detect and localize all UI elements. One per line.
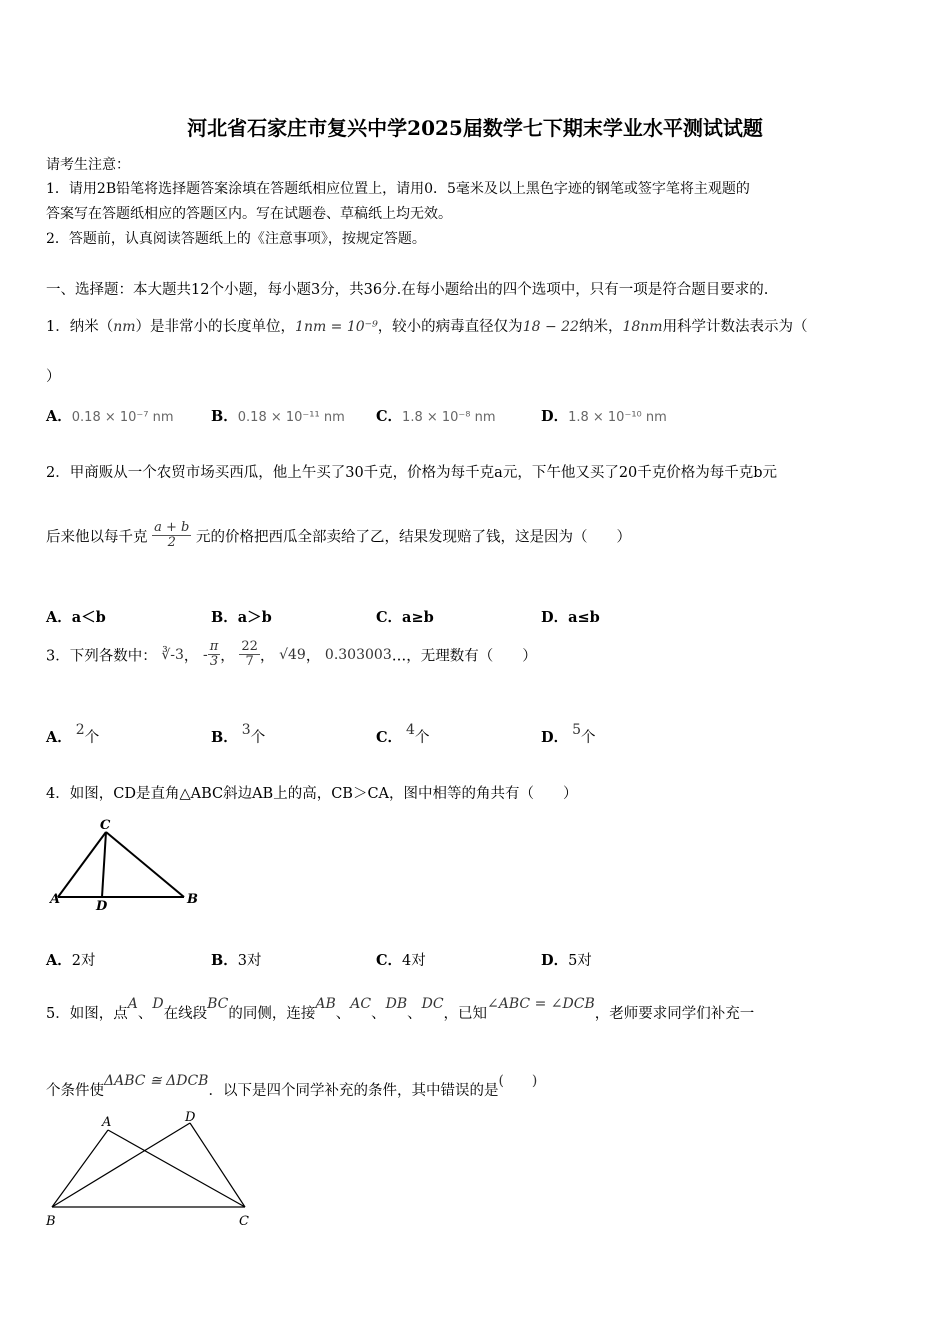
option-label: C． bbox=[376, 609, 403, 626]
option-number: 4 bbox=[406, 722, 415, 738]
page-title: 河北省石家庄市复兴中学2025届数学七下期末学业水平测试试题 bbox=[187, 116, 763, 140]
q2-option-a[interactable] bbox=[46, 606, 106, 627]
q3-decimal: 0.303003 bbox=[324, 646, 392, 663]
question-2-line-1: 2．甲商贩从一个农贸市场买西瓜，他上午买了30千克，价格为每千克a元，下午他又买了20千克价格为每千克b元 bbox=[46, 465, 778, 481]
q4-segment-cd bbox=[102, 832, 106, 897]
option-label: D． bbox=[541, 609, 569, 626]
q5-segment-ac: AC bbox=[350, 996, 372, 1012]
q1-option-c[interactable] bbox=[376, 405, 496, 426]
q5-fig-segment-dc bbox=[190, 1123, 245, 1207]
option-text: 0.18 × 10⁻⁷ nm bbox=[71, 410, 174, 425]
q5-fig-label-c: C bbox=[239, 1214, 249, 1229]
q4-segment-ac bbox=[58, 832, 106, 897]
option-label: D． bbox=[541, 729, 569, 746]
option-number: 5 bbox=[572, 722, 581, 738]
option-number: 2 bbox=[75, 722, 85, 738]
q4-option-c[interactable] bbox=[376, 949, 426, 970]
q3-pi: π bbox=[209, 639, 219, 654]
question-5-line-2 bbox=[46, 1070, 537, 1100]
option-text: a＞b bbox=[237, 609, 272, 626]
option-unit: 个 bbox=[84, 730, 100, 746]
q5-sep-3: 、 bbox=[371, 1006, 386, 1022]
notice-heading: 请考生注意： bbox=[46, 157, 130, 173]
notice-line-2: 答案写在答题纸相应的答题区内。写在试题卷、草稿纸上均无效。 bbox=[46, 206, 452, 222]
option-text: 1.8 × 10⁻⁸ nm bbox=[402, 410, 496, 425]
q1-option-b[interactable] bbox=[211, 405, 345, 426]
section-1-heading: 一、选择题：本大题共12个小题，每小题3分，共36分.在每小题给出的四个选项中，只有一项是符合题目要求的. bbox=[46, 282, 769, 298]
q5-sep-2: 、 bbox=[335, 1006, 351, 1022]
q4-option-a[interactable] bbox=[46, 949, 96, 970]
q1-nm: nm bbox=[113, 319, 136, 335]
q5-fig-label-a: A bbox=[102, 1115, 112, 1130]
q1-value: 18nm bbox=[622, 319, 663, 335]
q5-segment-ab: AB bbox=[315, 996, 336, 1012]
q3-7: 7 bbox=[245, 654, 254, 670]
option-label: D． bbox=[541, 408, 569, 425]
option-text: 2对 bbox=[71, 953, 96, 969]
q1-text-d: 纳米， bbox=[578, 319, 623, 335]
question-1 bbox=[46, 315, 808, 336]
option-text: a≤b bbox=[568, 609, 600, 626]
q5-answer-paren: ( ) bbox=[498, 1073, 538, 1089]
option-unit: 个 bbox=[581, 730, 596, 746]
q5-point-d: D bbox=[152, 996, 164, 1012]
notice-line-3: 2．答题前，认真阅读答题纸上的《注意事项》，按规定答题。 bbox=[46, 231, 426, 247]
option-number: 3 bbox=[241, 722, 251, 738]
option-text: a＜b bbox=[71, 609, 106, 626]
question-4: 4．如图，CD是直角△ABC斜边AB上的高，CB＞CA，图中相等的角共有（ ） bbox=[46, 786, 578, 802]
q1-text-e: 用科学计数法表示为（ bbox=[662, 319, 808, 335]
q4-label-b: B bbox=[187, 892, 198, 907]
q5-text-b: 在线段 bbox=[163, 1006, 208, 1022]
q5-fig-label-b: B bbox=[46, 1214, 56, 1229]
q4-label-c: C bbox=[100, 818, 111, 833]
option-unit: 个 bbox=[250, 730, 266, 746]
q5-text-c: 的同侧，连接 bbox=[228, 1006, 316, 1022]
notice-line-1: 1．请用2B铅笔将选择题答案涂填在答题纸相应位置上，请用0．5毫米及以上黑色字迹的钢笔或签字笔将主观题的 bbox=[46, 181, 750, 197]
q2-fraction-denominator: 2 bbox=[167, 535, 176, 551]
q4-label-d: D bbox=[96, 899, 108, 914]
q3-option-b[interactable] bbox=[211, 722, 265, 747]
q3-three: 3 bbox=[209, 654, 219, 670]
q5-text-g: ．以下是四个同学补充的条件，其中错误的是 bbox=[208, 1083, 499, 1099]
q5-fig-segment-ac bbox=[108, 1130, 245, 1207]
q5-fig-label-d: D bbox=[185, 1110, 196, 1125]
question-3 bbox=[46, 640, 537, 670]
q4-option-d[interactable] bbox=[541, 949, 592, 970]
option-unit: 个 bbox=[414, 730, 430, 746]
option-label: B． bbox=[211, 408, 238, 425]
q3-sqrt-49: √49 bbox=[279, 646, 306, 663]
option-label: C． bbox=[376, 729, 403, 746]
q1-option-a[interactable] bbox=[46, 405, 174, 426]
q5-segment-dc: DC bbox=[421, 996, 444, 1012]
q5-fig-segment-ab bbox=[52, 1130, 108, 1207]
option-text: 1.8 × 10⁻¹⁰ nm bbox=[568, 410, 667, 425]
q2-fraction-numerator: a + b bbox=[154, 520, 190, 535]
q2-text-a: 后来他以每千克 bbox=[46, 529, 148, 546]
q2-option-b[interactable] bbox=[211, 606, 272, 627]
q2-option-c[interactable] bbox=[376, 606, 434, 627]
q4-segment-bc bbox=[106, 832, 184, 897]
q1-option-d[interactable] bbox=[541, 405, 667, 426]
q3-comma-1: ， bbox=[183, 648, 199, 665]
q3-text-a: 3．下列各数中： bbox=[46, 648, 157, 665]
option-label: C． bbox=[376, 952, 403, 969]
q3-option-a[interactable] bbox=[46, 722, 99, 747]
q5-figure bbox=[40, 1105, 270, 1235]
q2-text-b: 元的价格把西瓜全部卖给了乙，结果发现赔了钱，这是因为（ ） bbox=[195, 529, 631, 546]
option-label: A． bbox=[46, 952, 72, 969]
q5-point-a: A bbox=[127, 996, 138, 1012]
option-text: 3对 bbox=[237, 953, 262, 969]
option-label: A． bbox=[46, 729, 72, 746]
q5-sep-4: 、 bbox=[407, 1006, 422, 1022]
option-label: B． bbox=[211, 609, 238, 626]
option-label: B． bbox=[211, 729, 238, 746]
option-label: A． bbox=[46, 609, 72, 626]
q4-label-a: A bbox=[50, 892, 61, 907]
q3-22-over-7 bbox=[239, 640, 260, 670]
question-5-line-1 bbox=[46, 996, 754, 1023]
q1-text-a: 1．纳米（ bbox=[46, 319, 114, 335]
q5-text-e: ，老师要求同学们补充一 bbox=[594, 1006, 755, 1022]
question-2-line-2 bbox=[46, 521, 631, 551]
q3-negative-sign: - bbox=[203, 646, 208, 663]
q3-option-d[interactable] bbox=[541, 722, 596, 747]
q5-text-f: 个条件使 bbox=[46, 1083, 104, 1099]
q1-eq: 1nm = 10⁻⁹ bbox=[295, 319, 378, 335]
q1-text-c: ，较小的病毒直径仅为 bbox=[377, 319, 523, 335]
q5-segment-db: DB bbox=[385, 996, 408, 1012]
q5-angle-equation: ∠ABC = ∠DCB bbox=[487, 996, 595, 1012]
option-label: D． bbox=[541, 952, 569, 969]
option-label: A． bbox=[46, 408, 72, 425]
option-text: 5对 bbox=[568, 953, 592, 969]
option-text: a≥b bbox=[402, 609, 434, 626]
q1-range: 18 − 22 bbox=[522, 319, 579, 335]
q3-pi-over-3 bbox=[208, 640, 221, 670]
q1-text-b: ）是非常小的长度单位， bbox=[135, 319, 296, 335]
q5-congruence: ΔABC ≅ ΔDCB bbox=[104, 1073, 209, 1089]
q4-option-b[interactable] bbox=[211, 949, 262, 970]
q5-sep-1: 、 bbox=[137, 1006, 153, 1022]
q5-segment-bc: BC bbox=[207, 996, 229, 1012]
q3-comma-4: ， bbox=[305, 648, 321, 665]
option-text: 4对 bbox=[402, 953, 426, 969]
q3-option-c[interactable] bbox=[376, 722, 429, 747]
q2-fraction bbox=[152, 521, 191, 551]
q3-comma-3: ， bbox=[259, 648, 275, 665]
q3-text-b: …，无理数有（ ） bbox=[391, 648, 537, 665]
q3-cube-root: ∛-3 bbox=[161, 646, 184, 663]
option-text: 0.18 × 10⁻¹¹ nm bbox=[237, 410, 345, 425]
q1-close-paren: ） bbox=[46, 369, 61, 385]
option-label: C． bbox=[376, 408, 403, 425]
option-label: B． bbox=[211, 952, 238, 969]
q2-option-d[interactable] bbox=[541, 606, 600, 627]
q3-22: 22 bbox=[241, 639, 258, 654]
q5-text-d: ，已知 bbox=[443, 1006, 488, 1022]
q4-triangle-figure bbox=[46, 812, 216, 917]
q5-text-a: 5．如图，点 bbox=[46, 1006, 128, 1022]
q3-comma-2: ， bbox=[220, 648, 235, 665]
